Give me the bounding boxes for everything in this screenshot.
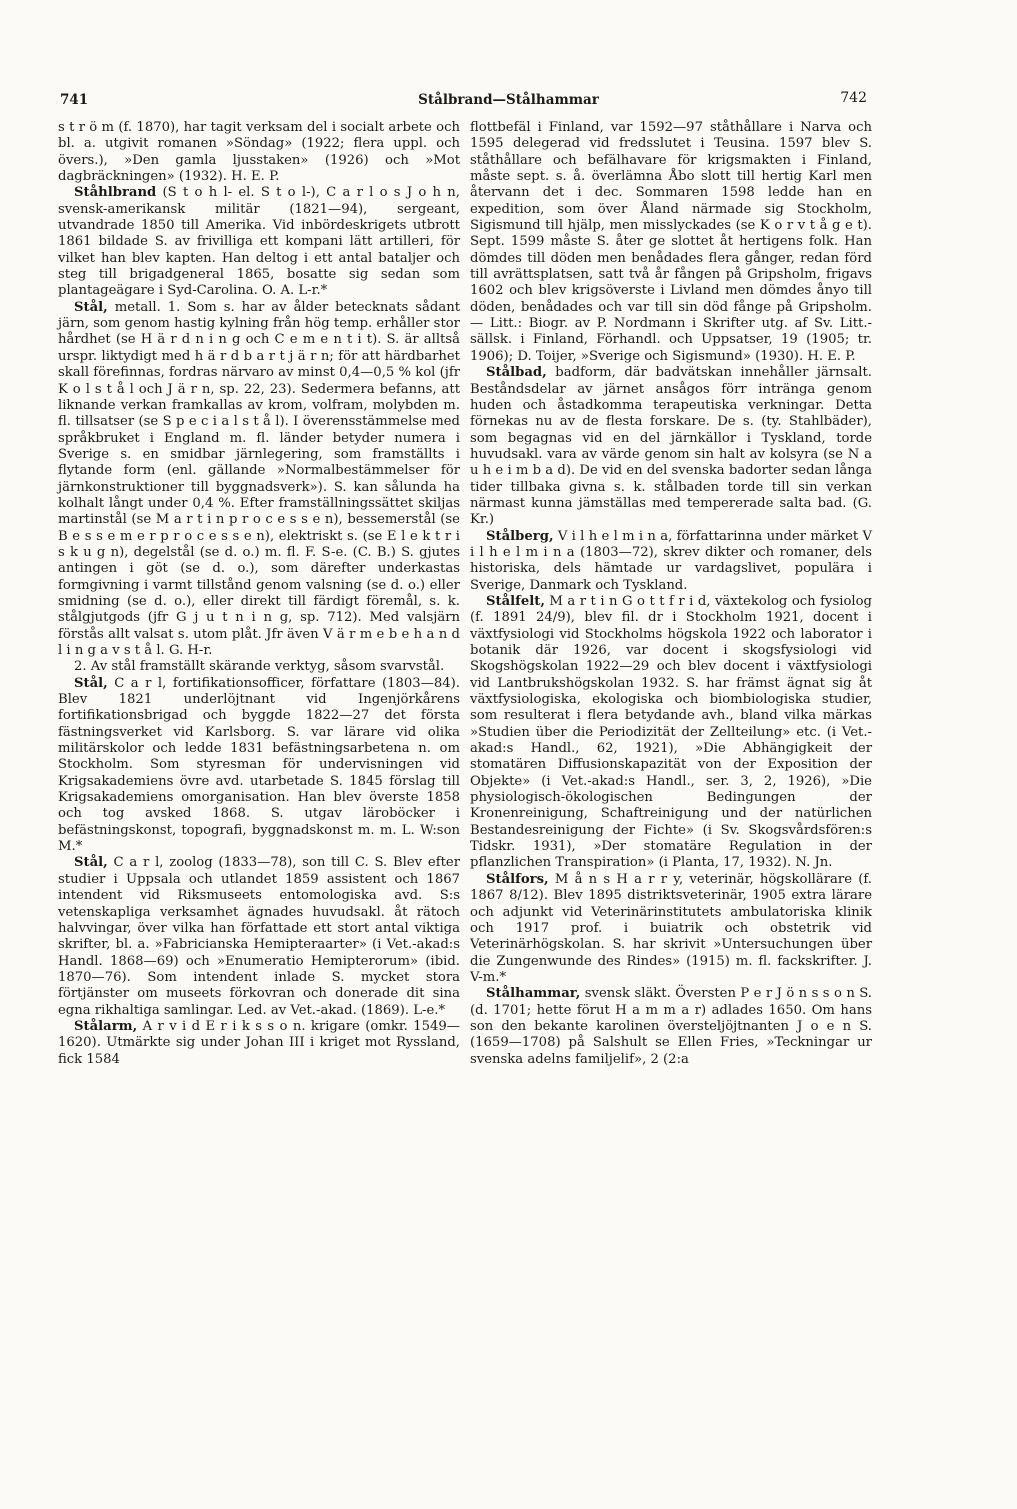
headword: Stålfors, <box>486 871 549 887</box>
entry-text: C a r l, zoolog (1833—78), son till C. S. Blev efter studier i Uppsala och utlandet 1859 assistent och 1867 intendent vid Riksmuseets entomologiska avd. S:s vetenskapliga verksamhet ägnades huvudsakl. åt rätoch halvvingar, över vilka han författade ett stort antal viktiga skrifter, bl. a. »Fabricianska Hemipteraarter» (i Vet.-akad:s Handl. 1868—69) och »Enumeratio Hemipterorum» (ibid. 1870—76). Som intendent inlade S. mycket stora förtjänster om museets förkovran och donerade dit sina egna rikhaltiga samlingar. Led. av Vet.-akad. (1869). L-e.* <box>58 855 460 1018</box>
left-column <box>58 120 460 1068</box>
entry-stalfelt <box>470 594 872 872</box>
headword: Stålfelt, <box>486 593 545 609</box>
entry-stal-carl-officer <box>58 676 460 856</box>
headword: Stålberg, <box>486 528 554 544</box>
headword: Stålbad, <box>486 365 547 381</box>
entry-stalfors <box>470 872 872 986</box>
entry-text: svensk släkt. Översten P e r J ö n s s o n S. (d. 1701; hette förut H a m m a r) adlades 1650. Om hans son den bekante karolinen översteljöjtnanten J o e n S. (1659—1708) på Salshult se Ellen Fries, »Teckningar ur svenska adelns familjelif», 2 (2:a <box>470 986 872 1067</box>
entry-stalberg <box>470 529 872 594</box>
entry-stalarm <box>58 1019 460 1068</box>
entry-stahlbrand <box>58 185 460 299</box>
entry-text: M a r t i n G o t t f r i d, växtekolog och fysiolog (f. 1891 24/9), blev fil. dr i Stockholm 1921, docent i växtfysiologi vid Stockholms högskola 1922 och laborator i botanik där 1926, var docent i skogsfysiologi vid Skogshögskolan 1922—29 och blev docent i växtfysiologi vid Lantbrukshögskolan 1932. S. har främst ägnat sig åt växtfysiologiska, ekologiska och biombiologiska studier, som resulterat i flera betydande avh., bland vilka märkas »Studien über die Periodizität der Zellteilung» etc. (i Vet.-akad:s Handl., 62, 1921), »Die Abhängigkeit der stomatären Diffusionskapazität von der Exposition der Objekte» (i Vet.-akad:s Handl., ser. 3, 2, 1926), »Die physiologisch-ökologischen Bedingungen der Kronenreinigung, Schaftreinigung und der natürlichen Bestandesreinigung der Fichte» (i Sv. Skogsvårdsfören:s Tidskr. 1931), »Der stomatäre Regulation in der pflanzlichen Transpiration» (i Planta, 17, 1932). N. Jn. <box>470 593 872 871</box>
entry-continuation: s t r ö m (f. 1870), har tagit verksam del i socialt arbete och bl. a. utgivit romanen »Söndag» (1922; flera uppl. och övers.), »Den gamla ljusstaken» (1926) och »Mot dagbräckningen» (1932). H. E. P. <box>58 120 460 185</box>
left-page-number: 741 <box>60 92 89 108</box>
entry-text: metall. 1. Som s. har av ålder betecknats sådant järn, som genom hastig kylning från hög temp. erhåller stor hårdhet (se H ä r d n i n g och C e m e n t i t). S. är alltså urspr. liktydigt med h ä r d b a r t j ä r n; för att härdbarhet skall förefinnas, fordras närvaro av minst 0,4—0,5 % kol (jfr K o l s t å l och J ä r n, sp. 22, 23). Sedermera befanns, att liknande verkan framkallas av krom, volfram, molybden m. fl. tillsatser (se S p e c i a l s t å l). I överensstämmelse med språkbruket i England m. fl. länder betyder numera i Sverige s. en smidbar järnlegering, som framställts i flytande form (enl. gällande »Normalbestämmelser för järnkonstruktioner till byggnadsverk»). S. kan sålunda ha kolhalt långt under 0,4 %. Efter framställningssättet skiljas martinstål (se M a r t i n p r o c e s s e n), bessemerstål (se B e s s e m e r p r o c e s s e n), elektriskt s. (se E l e k t r i s k u g n), degelstål (se d. o.) m. fl. F. S-e. (C. B.) S. gjutes antingen i göt (se d. o.), som därefter underkastas formgivning i varmt tillstånd genom valsning (se d. o.) eller smidning (se d. o.), eller direkt till färdigt föremål, s. k. stålgjutgods (jfr G j u t n i n g, sp. 712). Med valsjärn förstås allt valsat s. utom plåt. Jfr även V ä r m e b e h a n d l i n g a v s t å l. G. H-r. <box>58 299 460 658</box>
entry-text: C a r l, fortifikationsofficer, författare (1803—84). Blev 1821 underlöjtnant vid Ingenjörkårens fortifikationsbrigad och byggde 1822—27 det första fästningsverket vid Karlsborg. S. var lärare vid olika militärskolor och ledde 1831 befästningsarbetena n. om Stockholm. Som styresman för undervisningen vid Krigsakademiens övre avd. utarbetade S. 1845 förslag till Krigsakademiens omorganisation. Han blev överste 1858 och tog avsked 1868. S. utgav läroböcker i befästningskonst, topografi, byggnadskonst m. m. L. W:son M.* <box>58 675 460 855</box>
entry-stal-sense-2: 2. Av stål framställt skärande verktyg, såsom svarvstål. <box>74 659 445 675</box>
headword: Stål, <box>74 299 108 315</box>
headword: Stål, <box>74 675 108 691</box>
entry-continuation: flottbefäl i Finland, var 1592—97 ståthållare i Narva och 1595 delegerad vid fredsslutet i Teusina. 1597 blev S. ståthållare och befälhavare för krigsmakten i Finland, måste sept. s. å. överlämna Åbo slott till hertig Karl men återvann det i dec. Sommaren 1598 ledde han en expedition, som över Åland närmade sig Stockholm, Sigismund till hjälp, men misslyckades (se K o r v t å g e t). Sept. 1599 måste S. åter ge slottet åt hertigens folk. Han dömdes till döden men benådades flera gånger, redan förd till avrättsplatsen, satt två år fången på Gripsholm, frigavs 1602 och blev krigsöverste i Livland men dömdes ånyo till döden, benådades och var till sin död fånge på Gripsholm. — Litt.: Biogr. av P. Nordmann i Skrifter utg. af Sv. Litt.-sällsk. i Finland, Förhandl. och Uppsatser, 19 (1905; tr. 1906); D. Toijer, »Sverige och Sigismund» (1930). H. E. P. <box>470 120 872 364</box>
headword: Stålhammar, <box>486 986 581 1002</box>
headword: Stål, <box>74 855 108 871</box>
entry-text: A r v i d E r i k s s o n. krigare (omkr. 1549—1620). Utmärkte sig under Johan III i kriget mot Ryssland, fick 1584 <box>58 1018 460 1067</box>
entry-text: V i l h e l m i n a, författarinna under märket V i l h e l m i n a (1803—72), skrev dikter och romaner, dels historiska, dels hämtade ur vardagslivet, populära i Sverige, Danmark och Tyskland. <box>470 528 872 593</box>
entry-stal-metall <box>58 300 460 660</box>
running-head: Stålbrand—Stålhammar <box>418 92 599 108</box>
headword: Ståhlbrand <box>74 185 157 201</box>
entry-text: badform, där badvätskan innehåller järnsalt. Beståndsdelar av järnet ansågos förr inträngа genom huden och åstadkomma terapeutiska verkningar. Detta förnekas nu av de flesta forskare. De s. (ty. Stahlbäder), som begagnas vid en del järnkällor i Tyskland, torde huvudsakl. vara av värde genom sin halt av kolsyra (se N a u h e i m b a d). De vid en del svenska badorter sedan långa tider tillbaka givna s. k. stålbaden torde till sin verkan närmast kunna jämställas med tempererade salta bad. (G. Kr.) <box>470 365 872 528</box>
right-column <box>470 120 872 1068</box>
headword: Stålarm, <box>74 1018 138 1034</box>
entry-text: M å n s H a r r y, veterinär, högskollärare (f. 1867 8/12). Blev 1895 distriktsveterinär, 1905 extra lärare och adjunkt vid Veterinärinstitutets ambulatoriska klinik och 1917 prof. i buiatrik och obstetrik vid Veterinärhögskolan. S. har skrivit »Untersuchungen über die Zungenwunde des Rindes» (1915) m. fl. fackskrifter. J. V-m.* <box>470 871 872 985</box>
entry-stalhammar <box>470 986 872 1068</box>
entry-stal-carl-zoolog <box>58 855 460 1018</box>
entry-text: (S t o h l- el. S t o l-), C a r l o s J o h n, svensk-amerikansk militär (1821—94), sergeant, utvandrade 1850 till Amerika. Vid inbördeskrigets utbrott 1861 bildade S. av frivilliga ett kompani lätt artilleri, för vilket han blev kapten. Han deltog i ett antal bataljer och steg till brigadgeneral 1865, bosatte sig sedan som plantageägare i Syd-Carolina. O. A. L-r.* <box>58 185 460 299</box>
entry-stalbad <box>470 365 872 528</box>
right-page-number: 742 <box>840 90 867 106</box>
